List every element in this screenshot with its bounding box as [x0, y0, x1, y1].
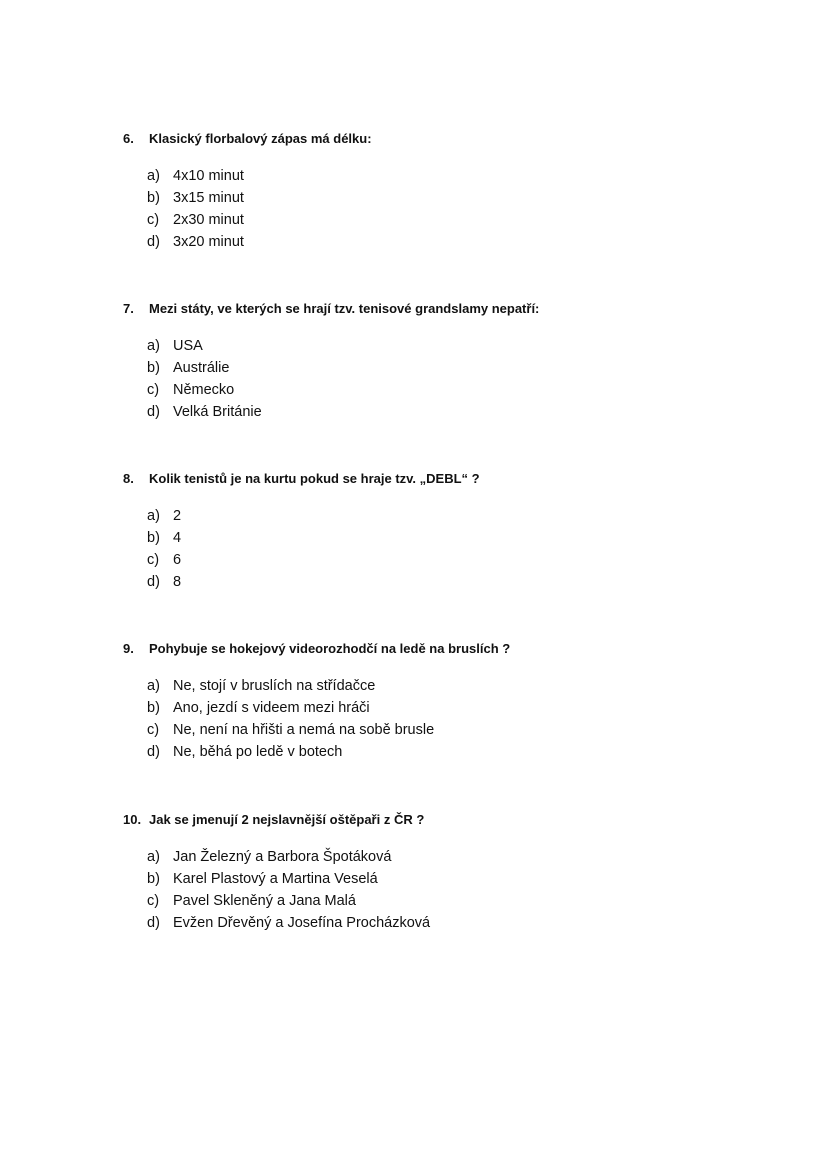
question-number: 7.	[123, 301, 134, 316]
option-letter: b)	[147, 871, 160, 887]
option-letter: a)	[147, 849, 160, 865]
option-text: Ne, běhá po ledě v botech	[173, 744, 343, 760]
question-9	[123, 641, 763, 760]
question-text: Klasický florbalový zápas má délku:	[149, 131, 372, 146]
answer-option	[147, 912, 430, 934]
answer-option	[147, 527, 181, 549]
answer-options	[147, 505, 181, 593]
option-text: 2x30 minut	[173, 212, 244, 228]
answer-option	[147, 741, 434, 763]
question-6	[123, 131, 763, 250]
question-title	[123, 301, 763, 317]
option-letter: a)	[147, 168, 160, 184]
option-text: 4	[173, 530, 182, 546]
option-letter: c)	[147, 382, 160, 398]
option-letter: c)	[147, 552, 160, 568]
option-letter: c)	[147, 893, 160, 909]
option-letter: c)	[147, 722, 160, 738]
answer-option	[147, 165, 244, 187]
option-letter: a)	[147, 678, 160, 694]
answer-option	[147, 675, 434, 697]
option-letter: a)	[147, 338, 160, 354]
answer-option	[147, 846, 430, 868]
option-letter: d)	[147, 744, 160, 760]
option-text: 3x20 minut	[173, 234, 244, 250]
answer-option	[147, 868, 430, 890]
answer-option	[147, 187, 244, 209]
question-number: 9.	[123, 641, 134, 656]
question-7	[123, 301, 763, 420]
option-text: 3x15 minut	[173, 190, 244, 206]
option-text: 8	[173, 574, 182, 590]
option-text: Velká Británie	[173, 404, 262, 420]
question-number: 6.	[123, 131, 134, 146]
question-text: Kolik tenistů je na kurtu pokud se hraje tzv. „DEBL“ ?	[149, 471, 480, 486]
option-letter: a)	[147, 508, 160, 524]
option-letter: b)	[147, 190, 160, 206]
option-letter: d)	[147, 404, 160, 420]
option-letter: b)	[147, 530, 160, 546]
answer-options	[147, 335, 262, 423]
answer-options	[147, 675, 434, 763]
option-letter: b)	[147, 700, 160, 716]
option-text: Karel Plastový a Martina Veselá	[173, 871, 378, 887]
option-text: 6	[173, 552, 182, 568]
answer-option	[147, 890, 430, 912]
answer-option	[147, 719, 434, 741]
answer-options	[147, 846, 430, 934]
question-text: Jak se jmenují 2 nejslavnější oštěpaři z ČR ?	[149, 812, 425, 827]
answer-option	[147, 549, 181, 571]
option-text: Německo	[173, 382, 235, 398]
answer-option	[147, 697, 434, 719]
answer-option	[147, 379, 262, 401]
question-title	[123, 812, 763, 828]
question-title	[123, 131, 763, 147]
option-text: Ano, jezdí s videem mezi hráči	[173, 700, 370, 716]
question-text: Mezi státy, ve kterých se hrají tzv. tenisové grandslamy nepatří:	[149, 301, 540, 316]
option-letter: d)	[147, 234, 160, 250]
answer-options	[147, 165, 244, 253]
option-text: 4x10 minut	[173, 168, 244, 184]
question-text: Pohybuje se hokejový videorozhodčí na ledě na bruslích ?	[149, 641, 511, 656]
option-text: USA	[173, 338, 203, 354]
option-text: 2	[173, 508, 182, 524]
answer-option	[147, 335, 262, 357]
option-letter: b)	[147, 360, 160, 376]
option-letter: d)	[147, 574, 160, 590]
answer-option	[147, 231, 244, 253]
answer-option	[147, 357, 262, 379]
option-letter: d)	[147, 915, 160, 931]
answer-option	[147, 571, 181, 593]
option-letter: c)	[147, 212, 160, 228]
option-text: Evžen Dřevěný a Josefína Procházková	[173, 915, 431, 931]
option-text: Jan Železný a Barbora Špotáková	[173, 849, 392, 865]
question-number: 10.	[123, 812, 142, 827]
question-title	[123, 641, 763, 657]
option-text: Ne, není na hřišti a nemá na sobě brusle	[173, 722, 435, 738]
question-title	[123, 471, 763, 487]
option-text: Pavel Skleněný a Jana Malá	[173, 893, 356, 909]
answer-option	[147, 505, 181, 527]
option-text: Austrálie	[173, 360, 230, 376]
answer-option	[147, 401, 262, 423]
answer-option	[147, 209, 244, 231]
option-text: Ne, stojí v bruslích na střídačce	[173, 678, 376, 694]
question-8	[123, 471, 763, 590]
question-number: 8.	[123, 471, 134, 486]
question-10	[123, 812, 763, 931]
